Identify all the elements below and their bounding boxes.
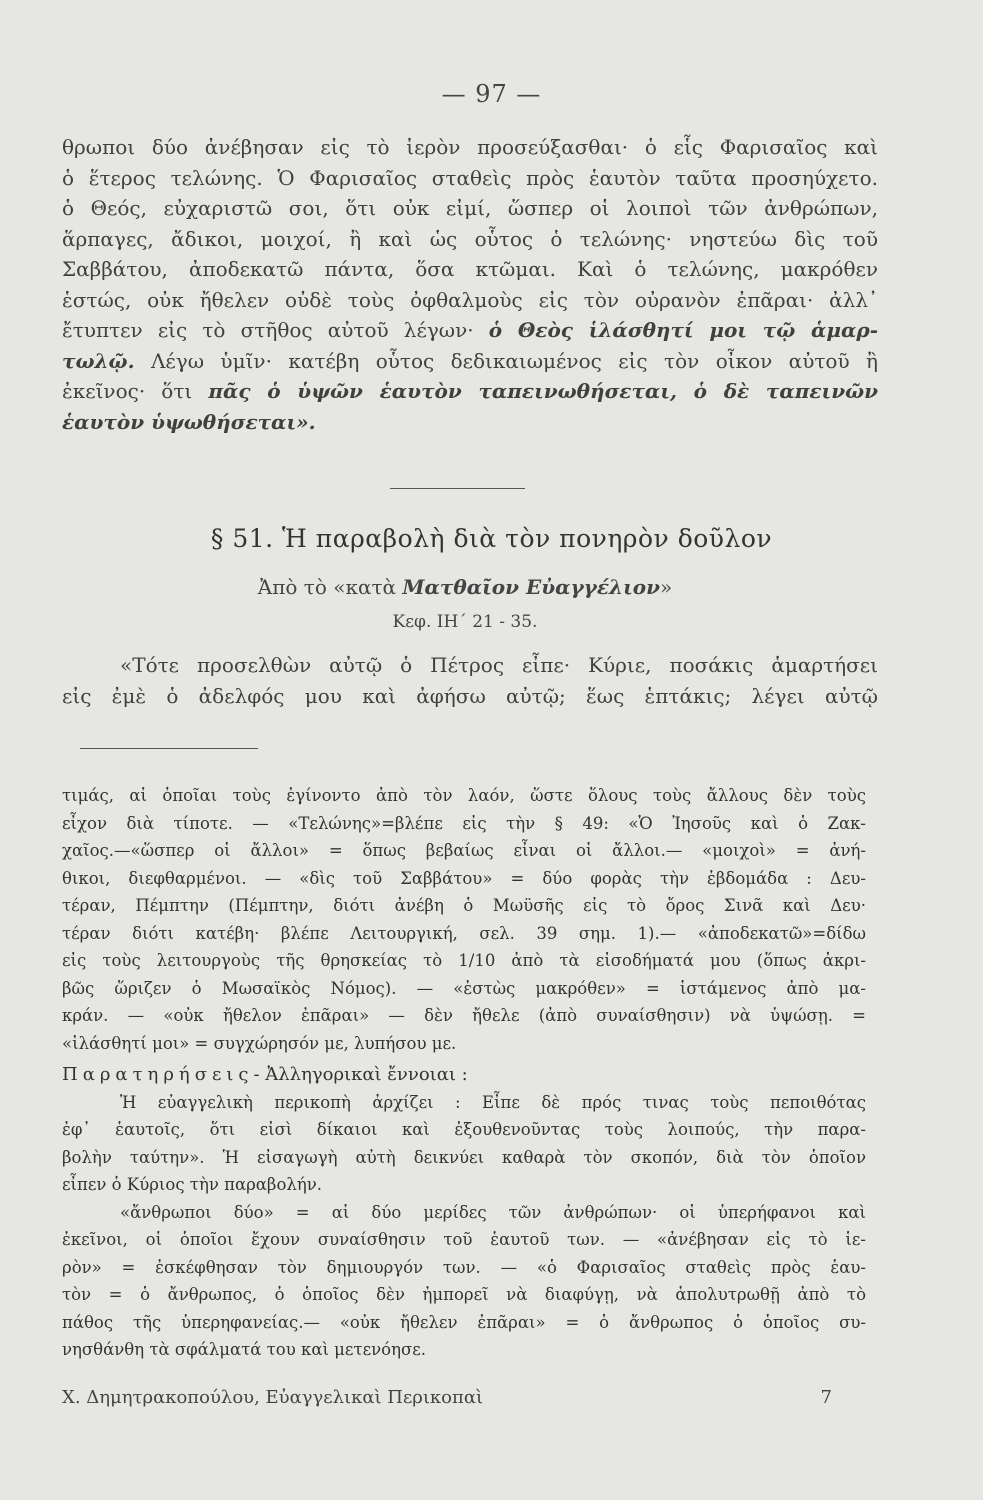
text-fragment: ἐκεῖνος· ὅτι bbox=[62, 379, 193, 403]
note-line: βῶς ὥριζεν ὁ Μωσαϊκὸς Νόμος). — «ἑστὼς μακρόθεν» = ἱστάμενος ἀπὸ μα- bbox=[62, 978, 866, 998]
emphasized-quote: ἑαυτὸν ὑψωθήσεται». bbox=[62, 409, 316, 434]
text-line bbox=[62, 315, 878, 346]
text-line: ἅρπαγες, ἄδικοι, μοιχοί, ἢ καὶ ὡς οὗτος ὁ τελώνης· νηστεύω δὶς τοῦ bbox=[62, 226, 878, 251]
emphasized-quote: πᾶς ὁ ὑψῶν ἑαυτὸν ταπεινωθήσεται, ὁ δὲ ταπεινῶν bbox=[208, 379, 879, 403]
text-line bbox=[62, 376, 878, 407]
note-line: ἐκεῖνοι, οἱ ὁποῖοι ἔχουν συναίσθησιν τοῦ ἑαυτοῦ των. — «ἀνέβησαν εἰς τὸ ἱε- bbox=[62, 1230, 866, 1249]
note-line: κράν. — «οὐκ ἤθελον ἐπᾶραι» — δὲν ἤθελε (ἀπὸ συναίσθησιν) νὰ ὑψώσῃ. = bbox=[62, 1006, 866, 1025]
note-line: Ἡ εὐαγγελικὴ περικοπὴ ἀρχίζει : Εἶπε δὲ πρός τινας τοὺς πεποιθότας bbox=[120, 1092, 866, 1112]
note-line: ἐφ᾽ ἑαυτοῖς, ὅτι εἰσὶ δίκαιοι καὶ ἐξουθενοῦντας τοὺς λοιπούς, τὴν παρα- bbox=[62, 1120, 866, 1139]
page-number: — 97 — bbox=[441, 80, 542, 108]
footnote-rule bbox=[80, 748, 258, 749]
text-line: «Τότε προσελθὼν αὐτῷ ὁ Πέτρος εἶπε· Κύριε, ποσάκις ἁμαρτήσει bbox=[120, 653, 878, 677]
note-line: «ἄνθρωποι δύο» = αἱ δύο μερίδες τῶν ἀνθρώπων· οἱ ὑπερήφανοι καὶ bbox=[120, 1202, 866, 1222]
note-line: τέραν, Πέμπτην (Πέμπτην, διότι ἀνέβη ὁ Μωϋσῆς εἰς τὸ ὄρος Σινᾶ καὶ Δευ· bbox=[62, 896, 866, 915]
note-line: θικοι, διεφθαρμένοι. — «δὶς τοῦ Σαββάτου» = δύο φορὰς τὴν ἑβδομάδα : Δευ- bbox=[62, 868, 866, 888]
text-line: θρωποι δύο ἀνέβησαν εἰς τὸ ἱερὸν προσεύξασθαι· ὁ εἷς Φαρισαῖος καὶ bbox=[62, 135, 878, 159]
note-line: εἶχον διὰ τίποτε. — «Τελώνης»=βλέπε εἰς τὴν § 49: «Ὁ Ἰησοῦς καὶ ὁ Ζακ- bbox=[62, 813, 866, 833]
note-line: νησθάνθη τὰ σφάλματά του καὶ μετενόησε. bbox=[62, 1340, 427, 1359]
remarks-heading bbox=[62, 1061, 866, 1089]
text-line bbox=[62, 346, 878, 377]
remarks-label: Παρατηρήσεις bbox=[62, 1064, 254, 1085]
source-suffix: » bbox=[659, 575, 673, 599]
note-line: εἶπεν ὁ Κύριος τὴν παραβολήν. bbox=[62, 1175, 323, 1194]
text-line: ὁ ἕτερος τελώνης. Ὁ Φαρισαῖος σταθεὶς πρὸς ἑαυτὸν ταῦτα προσηύχετο. bbox=[62, 165, 878, 190]
text-line: ὁ Θεός, εὐχαριστῶ σοι, ὅτι οὐκ εἰμί, ὥσπερ οἱ λοιποὶ τῶν ἀνθρώπων, bbox=[62, 196, 878, 220]
note-line: εἰς τοὺς λειτουργοὺς τῆς θρησκείας τὸ 1/10 ἀπὸ τὰ εἰσοδήματά μου (ὅπως ἀκρι- bbox=[62, 951, 866, 970]
remarks-title: - Ἀλληγορικαὶ ἔννοιαι : bbox=[253, 1064, 468, 1085]
note-line: βολὴν ταύτην». Ἡ εἰσαγωγὴ αὐτὴ δεικνύει καθαρὰ τὸν σκοπόν, διὰ τὸν ὁποῖον bbox=[62, 1147, 866, 1167]
source-prefix: Ἀπὸ τὸ «κατὰ bbox=[257, 575, 397, 599]
text-line: εἰς ἐμὲ ὁ ἀδελφός μου καὶ ἀφήσω αὐτῷ; ἕως ἑπτάκις; λέγει αὐτῷ bbox=[62, 683, 878, 708]
emphasized-quote: ὁ Θεὸς ἱλάσθητί μοι τῷ ἁμαρ- bbox=[488, 318, 879, 342]
section-text-block bbox=[62, 650, 878, 711]
emphasized-quote: τωλῷ. bbox=[62, 348, 135, 373]
note-line: τιμάς, αἱ ὁποῖαι τοὺς ἐγίνοντο ἀπὸ τὸν λαόν, ὥστε ὅλους τοὺς ἄλλους δὲν τοὺς bbox=[62, 786, 866, 805]
note-line: «ἱλάσθητί μοι» = συγχώρησόν με, λυπήσου με. bbox=[62, 1033, 457, 1053]
text-line bbox=[62, 407, 878, 438]
notes-block bbox=[62, 782, 866, 1364]
main-text-block bbox=[62, 132, 878, 437]
chapter-reference: Κεφ. ΙΗ΄ 21 - 35. bbox=[392, 612, 538, 632]
note-line: τὸν = ὁ ἄνθρωπος, ὁ ὁποῖος δὲν ἠμπορεῖ νὰ διαφύγῃ, νὰ ἀπολυτρωθῇ ἀπὸ τὸ bbox=[62, 1285, 866, 1304]
signature-mark: 7 bbox=[820, 1387, 832, 1408]
text-fragment: Λέγω ὑμῖν· κατέβη οὗτος δεδικαιωμένος εἰς τὸν οἶκον αὐτοῦ ἢ bbox=[150, 348, 878, 373]
section-heading: § 51. Ἡ παραβολὴ διὰ τὸν πονηρὸν δοῦλον bbox=[210, 524, 773, 553]
note-line: πάθος τῆς ὑπερηφανείας.— «οὐκ ἤθελεν ἐπᾶραι» = ὁ ἄνθρωπος ὁ ὁποῖος συ- bbox=[62, 1312, 866, 1332]
note-line: χαῖος.—«ὥσπερ οἱ ἄλλοι» = ὅπως βεβαίως εἶναι οἱ ἄλλοι.— «μοιχοὶ» = ἀνή- bbox=[62, 841, 866, 860]
text-line: Σαββάτου, ἀποδεκατῶ πάντα, ὅσα κτῶμαι. Καὶ ὁ τελώνης, μακρόθεν bbox=[62, 257, 878, 281]
section-divider bbox=[390, 488, 525, 489]
note-line: τέραν διότι κατέβη· βλέπε Λειτουργική, σελ. 39 σημ. 1).— «ἀποδεκατῶ»=δίδω bbox=[62, 923, 866, 943]
text-fragment: ἔτυπτεν εἰς τὸ στῆθος αὐτοῦ λέγων· bbox=[62, 318, 474, 342]
note-line: ρὸν» = ἐσκέφθησαν τὸν δημιουργόν των. — «ὁ Φαρισαῖος σταθεὶς πρὸς ἑαυ- bbox=[62, 1257, 866, 1277]
source-title: Ματθαῖον Εὐαγγέλιον bbox=[402, 575, 660, 599]
source-line bbox=[0, 575, 930, 599]
footer-citation: Χ. Δημητρακοπούλου, Εὐαγγελικαὶ Περικοπαὶ bbox=[62, 1387, 484, 1408]
text-line: ἑστώς, οὐκ ἤθελεν οὐδὲ τοὺς ὀφθαλμοὺς εἰς τὸν οὐρανὸν ἐπᾶραι· ἀλλ᾽ bbox=[62, 287, 878, 312]
